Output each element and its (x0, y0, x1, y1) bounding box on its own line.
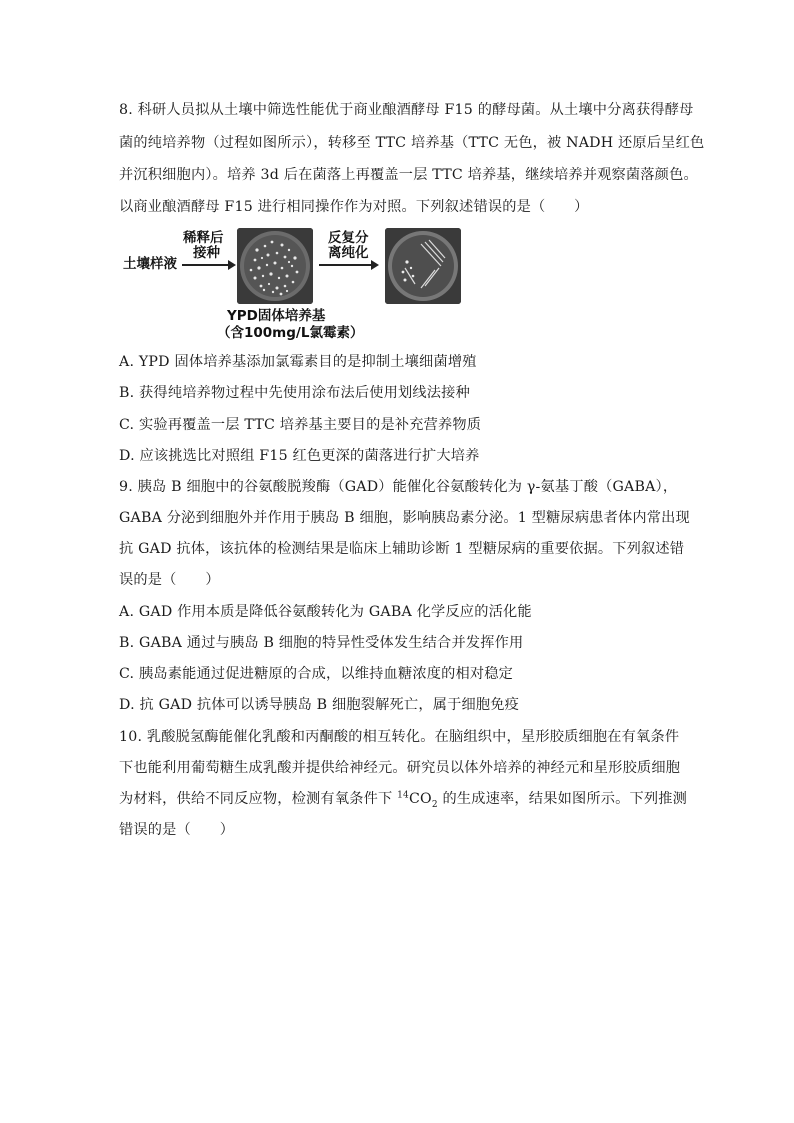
q9-option-c: C. 胰岛素能通过促进糖原的合成，以维持血糖浓度的相对稳定 (119, 666, 514, 682)
q10-stem-line-3 (119, 789, 687, 809)
q8-option-d: D. 应该挑选比对照组 F15 红色更深的菌落进行扩大培养 (119, 448, 480, 464)
petri-dish-colonies-image (237, 228, 313, 304)
q10-line3-tail: 的生成速率，结果如图所示。下列推测 (437, 791, 688, 807)
step1-label-top: 稀释后 (183, 230, 224, 246)
q8-stem-line-1: 8. 科研人员拟从土壤中筛选性能优于商业酿酒酵母 F15 的酵母菌。从土壤中分离获得酵母 (119, 102, 694, 118)
q9-option-d: D. 抗 GAD 抗体可以诱导胰岛 B 细胞裂解死亡，属于细胞免疫 (119, 697, 520, 713)
petri-dish-streak-image (385, 228, 461, 304)
q9-option-a: A. GAD 作用本质是降低谷氨酸转化为 GABA 化学反应的活化能 (119, 604, 532, 620)
step1-label-bottom: 接种 (193, 245, 220, 261)
q8-option-a: A. YPD 固体培养基添加氯霉素目的是抑制土壤细菌增殖 (119, 354, 477, 370)
co2-formula: CO (408, 791, 432, 807)
q9-option-b: B. GABA 通过与胰岛 B 细胞的特异性受体发生结合并发挥作用 (119, 635, 524, 651)
step2-label-top: 反复分 (328, 230, 369, 246)
q8-stem-line-4: 以商业酿酒酵母 F15 进行相同操作作为对照。下列叙述错误的是（ ） (119, 199, 589, 215)
isotope-superscript: 14 (397, 790, 409, 801)
arrow-right-icon (182, 264, 234, 266)
q10-stem-line-4: 错误的是（ ） (119, 822, 235, 838)
medium-label-line-1: YPD固体培养基 (227, 308, 326, 324)
q8-option-b: B. 获得纯培养物过程中先使用涂布法后使用划线法接种 (119, 385, 470, 401)
arrow-right-icon (319, 264, 377, 266)
q9-stem-line-2: GABA 分泌到细胞外并作用于胰岛 B 细胞，影响胰岛素分泌。1 型糖尿病患者体内常出现 (119, 510, 690, 526)
q8-stem-line-2: 菌的纯培养物（过程如图所示），转移至 TTC 培养基（TTC 无色，被 NADH 还原后呈红色 (119, 135, 705, 151)
q8-stem-line-3: 并沉积细胞内）。培养 3d 后在菌落上再覆盖一层 TTC 培养基，继续培养并观察菌落颜色。 (119, 167, 698, 183)
q9-stem-line-4: 误的是（ ） (119, 572, 220, 588)
co2-subscript: 2 (431, 799, 438, 810)
source-label: 土壤样液 (123, 256, 177, 272)
q8-option-c: C. 实验再覆盖一层 TTC 培养基主要目的是补充营养物质 (119, 417, 482, 433)
q9-stem-line-1: 9. 胰岛 B 细胞中的谷氨酸脱羧酶（GAD）能催化谷氨酸转化为 γ-氨基丁酸（GABA）， (119, 479, 678, 495)
step2-label-bottom: 离纯化 (328, 245, 369, 261)
q8-process-figure (119, 226, 499, 344)
q10-stem-line-2: 下也能利用葡萄糖生成乳酸并提供给神经元。研究员以体外培养的神经元和星形胶质细胞 (119, 760, 681, 776)
q10-line3-text: 为材料，供给不同反应物，检测有氧条件下 (119, 791, 398, 807)
q10-stem-line-1: 10. 乳酸脱氢酶能催化乳酸和丙酮酸的相互转化。在脑组织中，星形胶质细胞在有氧条件 (119, 729, 680, 745)
q9-stem-line-3: 抗 GAD 抗体，该抗体的检测结果是临床上辅助诊断 1 型糖尿病的重要依据。下列叙述错 (119, 541, 685, 557)
medium-label-line-2: （含100mg/L氯霉素） (217, 325, 364, 341)
